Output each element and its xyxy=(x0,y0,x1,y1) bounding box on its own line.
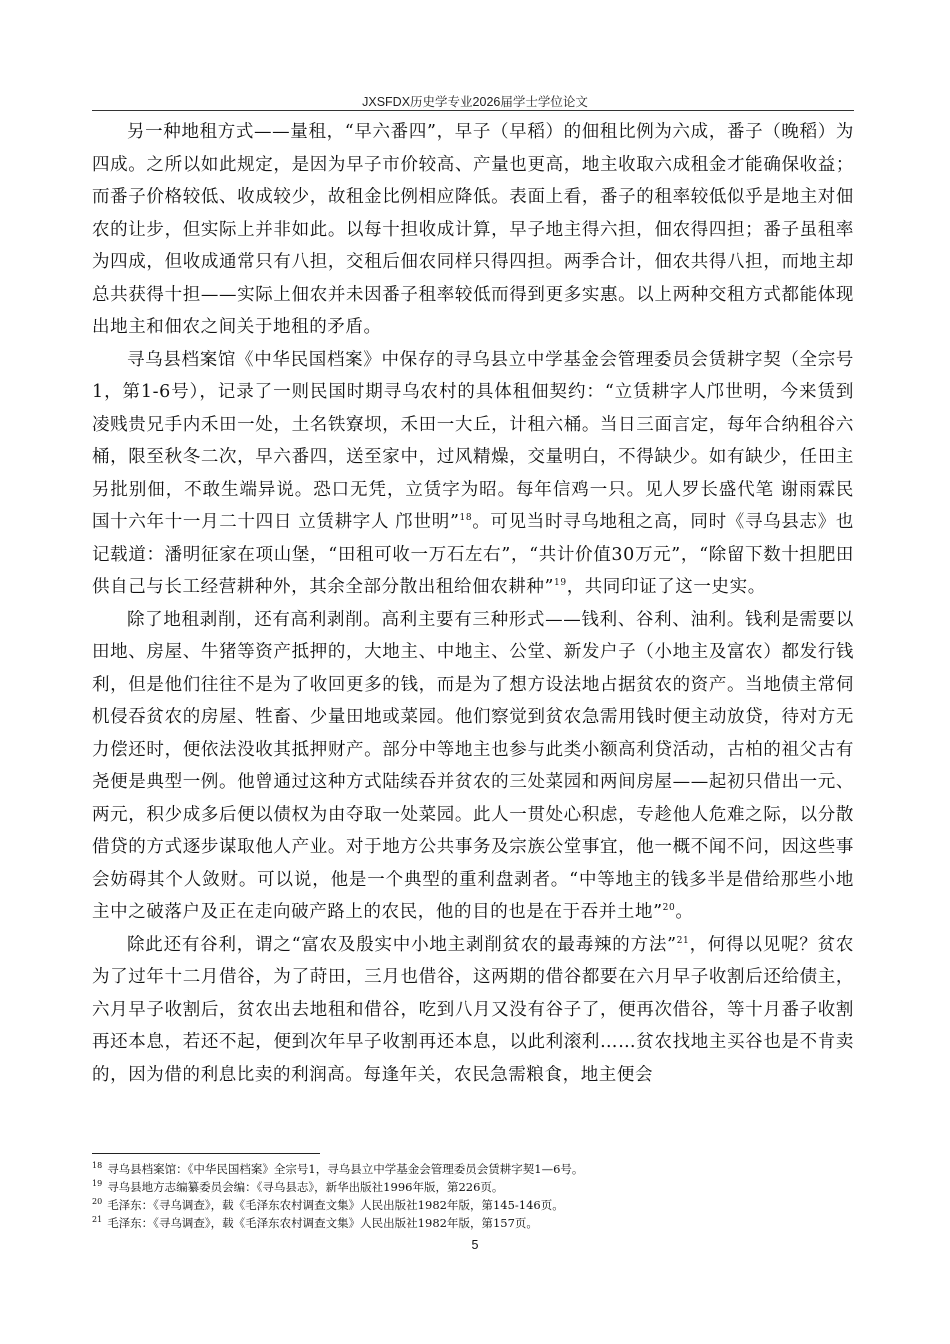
footnote-ref-19[interactable]: 19 xyxy=(554,578,567,589)
footnote-20 xyxy=(92,1196,854,1214)
running-header: JXSFDX历史学专业2026届学士学位论文 xyxy=(362,95,588,109)
footnote-text: 毛泽东：《寻乌调查》，载《毛泽东农村调查文集》人民出版社1982年版，第157页。 xyxy=(107,1216,538,1230)
footnote-18 xyxy=(92,1160,854,1178)
paragraph-grain-interest xyxy=(92,929,854,1092)
paragraph-text-tail: ，共同印证了这一史实。 xyxy=(566,577,766,597)
footnote-number: 19 xyxy=(92,1179,103,1189)
paragraph-text: 除此还有谷利，谓之“富农及殷实中小地主剥削贫农的最毒辣的方法” xyxy=(127,934,677,955)
footnote-text: 毛泽东：《寻乌调查》，载《毛泽东农村调查文集》人民出版社1982年版，第145-146页。 xyxy=(107,1198,564,1212)
paragraph-text-continued: 。可见当时寻乌地租之高，同时《寻乌县志》也记载道：潘明征家在项山堡，“田租可收一万石左右”，“共计价值30万元”，“除留下数十担肥田供自己与长工经营耕种外，其余全部分散出租给佃农耕种” xyxy=(92,512,854,597)
footnote-text: 寻乌县档案馆：《中华民国档案》全宗号1，寻乌县立中学基金会管理委员会赁耕字契1—6号。 xyxy=(107,1162,584,1176)
page-number: 5 xyxy=(471,1238,479,1252)
footnote-number: 20 xyxy=(92,1197,103,1207)
footnote-ref-20[interactable]: 20 xyxy=(662,903,676,914)
paragraph-text-tail: 。 xyxy=(675,902,694,922)
paragraph-usury xyxy=(92,604,854,929)
footnote-ref-21[interactable]: 21 xyxy=(676,935,690,946)
paragraph-text: 寻乌县档案馆《中华民国档案》中保存的寻乌县立中学基金会管理委员会赁耕字契（全宗号1，第1-6号），记录了一则民国时期寻乌农村的具体租佃契约：“立赁耕字人邝世明，今来赁到凌贱贵兄手内禾田一处，土名铁寮坝，禾田一大丘，计租六桶。当日三面言定，每年合纳租谷六桶，限至秋冬二次，早六番四，送至家中，过风精燥，交量明白，不得缺少。如有缺少，任田主另批别佃，不敢生端异说。恐口无凭，立赁字为昭。每年信鸡一只。见人罗长盛代笔 谢雨霖民国十六年十一月二十四日 立赁耕字人 邝世明” xyxy=(92,349,854,532)
paragraph-text: 另一种地租方式——量租，“早六番四”，早子（早稻）的佃租比例为六成，番子（晚稻）为四成。之所以如此规定，是因为早子市价较高、产量也更高，地主收取六成租金才能确保收益；而番子价格较低、收成较少，故租金比例相应降低。表面上看，番子的租率较低似乎是地主对佃农的让步，但实际上并非如此。以每十担收成计算，早子地主得六担，佃农得四担；番子虽租率为四成，但收成通常只有八担，交租后佃农同样只得四担。两季合计，佃农共得八担，而地主却总共获得十担——实际上佃农并未因番子租率较低而得到更多实惠。以上两种交租方式都能体现出地主和佃农之间关于地租的矛盾。 xyxy=(92,122,854,337)
footnote-number: 18 xyxy=(92,1161,103,1171)
footnote-divider xyxy=(92,1153,320,1154)
body-text xyxy=(92,116,854,1091)
footnote-19 xyxy=(92,1178,854,1196)
footnote-number: 21 xyxy=(92,1215,103,1225)
footnote-ref-18[interactable]: 18 xyxy=(459,513,473,524)
paragraph-land-rent xyxy=(92,116,854,344)
paragraph-text-tail: ，何得以见呢？贫农为了过年十二月借谷，为了莳田，三月也借谷，这两期的借谷都要在六月早子收割后还给债主，六月早子收割后，贫农出去地租和借谷，吃到八月又没有谷子了，便再次借谷，等十月番子收割再还本息，若还不起，便到次年早子收割再还本息，以此利滚利……贫农找地主买谷也是不肯卖的，因为借的利息比卖的利润高。每逢年关，农民急需粮食，地主便会 xyxy=(92,934,854,1085)
header-divider xyxy=(92,110,854,111)
footnote-21 xyxy=(92,1214,854,1232)
paragraph-lease-contract xyxy=(92,344,854,604)
paragraph-text: 除了地租剥削，还有高利剥削。高利主要有三种形式——钱利、谷利、油利。钱利是需要以田地、房屋、牛猪等资产抵押的，大地主、中地主、公堂、新发户子（小地主及富农）都发行钱利，但是他们往往不是为了收回更多的钱，而是为了想方设法地占据贫农的资产。当地债主常伺机侵吞贫农的房屋、牲畜、少量田地或菜园。他们察觉到贫农急需用钱时便主动放贷，待对方无力偿还时，便依法没收其抵押财产。部分中等地主也参与此类小额高利贷活动，古柏的祖父古有尧便是典型一例。他曾通过这种方式陆续吞并贫农的三处菜园和两间房屋——起初只借出一元、两元，积少成多后便以债权为由夺取一处菜园。此人一贯处心积虑，专趁他人危难之际，以分散借贷的方式逐步谋取他人产业。对于地方公共事务及宗族公堂事宜，他一概不闻不问，因这些事会妨碍其个人敛财。可以说，他是一个典型的重利盘剥者。“中等地主的钱多半是借给那些小地主中之破落户及正在走向破产路上的农民，他的目的也是在于吞并土地” xyxy=(92,609,854,922)
footnotes xyxy=(92,1160,854,1232)
footnote-text: 寻乌县地方志编纂委员会编：《寻乌县志》，新华出版社1996年版，第226页。 xyxy=(107,1180,504,1194)
